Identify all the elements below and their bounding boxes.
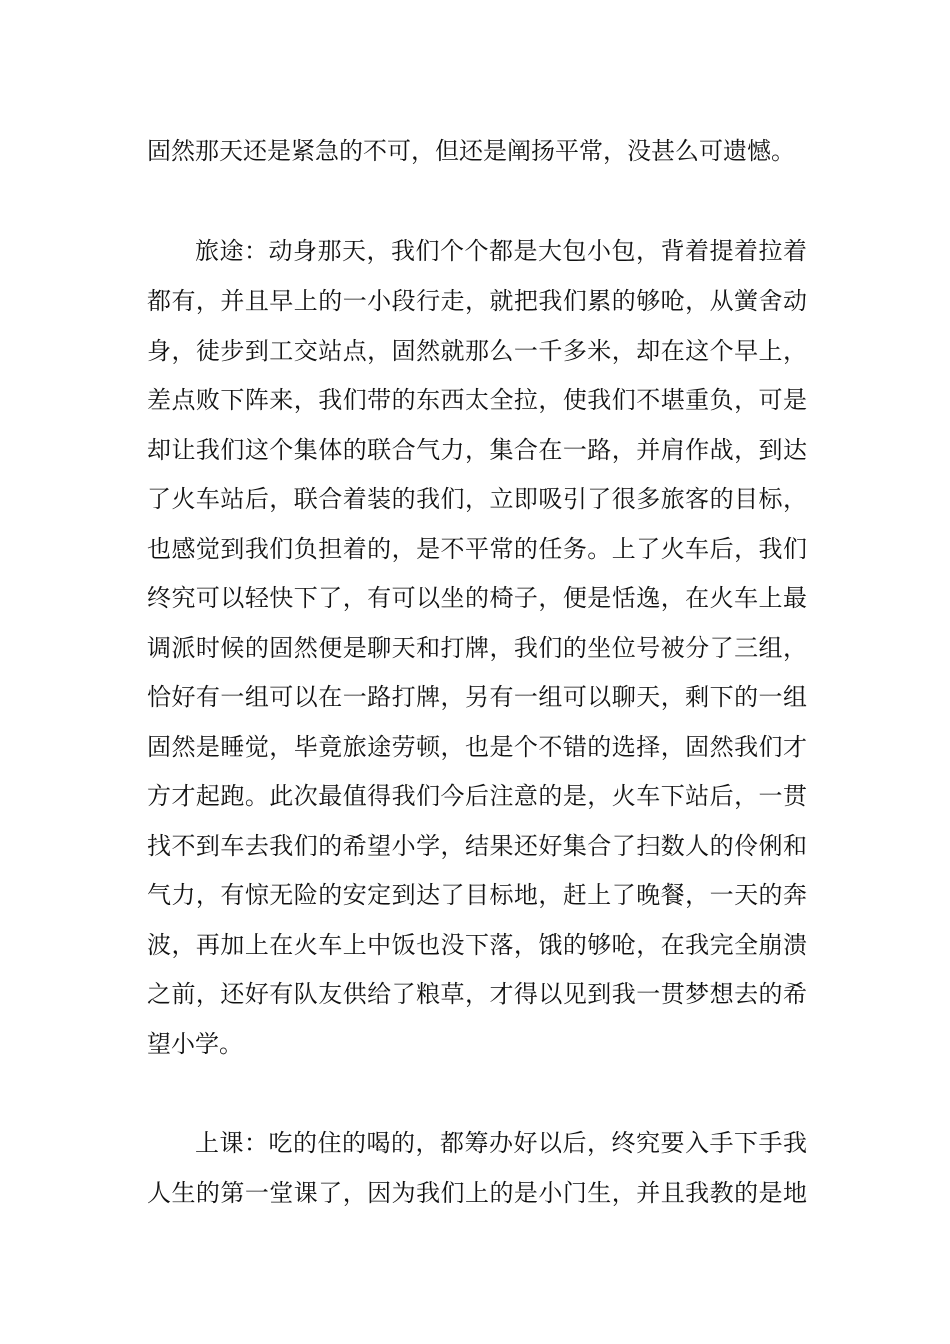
paragraph-2-line-3: 身，徒步到工交站点，固然就那么一千多米，却在这个早上，	[147, 337, 807, 365]
paragraph-2-line-10: 恰好有一组可以在一路打牌，另有一组可以聊天，剩下的一组	[147, 683, 807, 711]
paragraph-2-line-5: 却让我们这个集体的联合气力，集合在一路，并肩作战，到达	[147, 436, 807, 464]
paragraph-2-line-15: 波，再加上在火车上中饭也没下落，饿的够呛，在我完全崩溃	[147, 931, 807, 959]
paragraph-2-line-16: 之前，还好有队友供给了粮草，才得以见到我一贯梦想去的希	[147, 980, 807, 1008]
paragraph-2-line-17: 望小学。	[147, 1030, 243, 1058]
paragraph-2-line-12: 方才起跑。此次最值得我们今后注意的是，火车下站后，一贯	[147, 782, 807, 810]
paragraph-2-line-11: 固然是睡觉，毕竟旅途劳顿，也是个不错的选择，固然我们才	[147, 733, 807, 761]
paragraph-1-line-1: 固然那天还是紧急的不可，但还是阐扬平常，没甚么可遗憾。	[147, 137, 795, 165]
paragraph-2-line-9: 调派时候的固然便是聊天和打牌，我们的坐位号被分了三组，	[147, 634, 807, 662]
paragraph-3-line-1: 上课：吃的住的喝的，都筹办好以后，终究要入手下手我	[195, 1129, 807, 1157]
paragraph-3-line-2: 人生的第一堂课了，因为我们上的是小门生，并且我教的是地	[147, 1179, 807, 1207]
paragraph-2-line-8: 终究可以轻快下了，有可以坐的椅子，便是恬逸，在火车上最	[147, 584, 807, 612]
paragraph-2-line-13: 找不到车去我们的希望小学，结果还好集合了扫数人的伶俐和	[147, 832, 807, 860]
paragraph-2-line-7: 也感觉到我们负担着的，是不平常的任务。上了火车后，我们	[147, 535, 807, 563]
paragraph-2-line-14: 气力，有惊无险的安定到达了目标地，赶上了晚餐，一天的奔	[147, 881, 807, 909]
paragraph-2-line-1: 旅途：动身那天，我们个个都是大包小包，背着提着拉着	[195, 237, 807, 265]
paragraph-2-line-4: 差点败下阵来，我们带的东西太全拉，使我们不堪重负，可是	[147, 386, 807, 414]
paragraph-2-line-2: 都有，并且早上的一小段行走，就把我们累的够呛，从黉舍动	[147, 287, 807, 315]
paragraph-2-line-6: 了火车站后，联合着装的我们，立即吸引了很多旅客的目标，	[147, 485, 807, 513]
